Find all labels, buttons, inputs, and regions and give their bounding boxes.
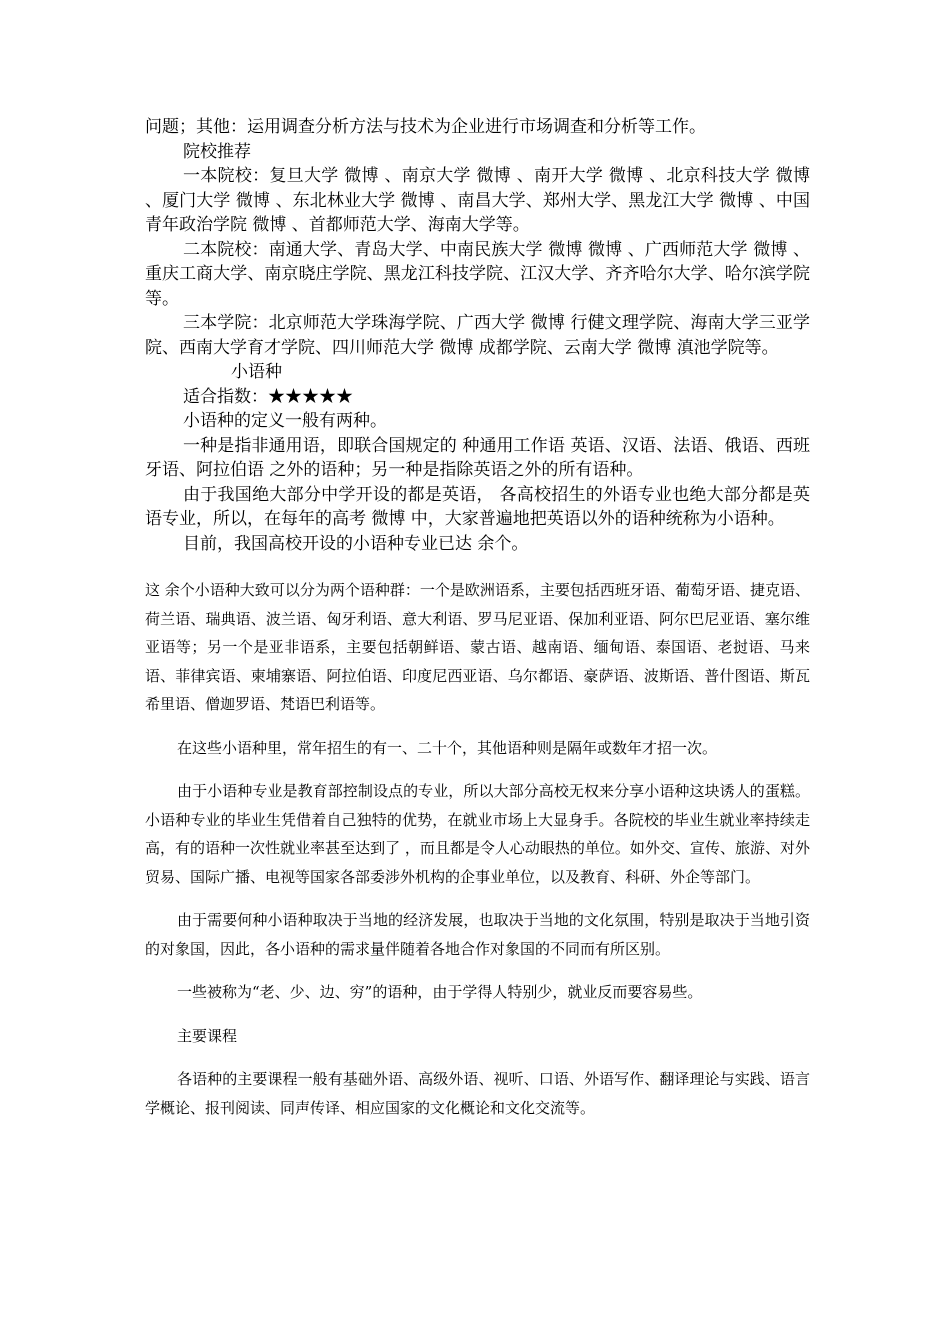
tier1-paragraph: 一本院校：复旦大学 微博 、南京大学 微博 、南开大学 微博 、北京科技大学 微博 、厦门大学 微博 、东北林业大学 微博 、南昌大学、郑州大学、黑龙江大学 微博 、中国青年政治学院 微博 、首都师范大学、海南大学等。: [145, 166, 810, 235]
current-count-paragraph: 目前，我国高校开设的小语种专业已达 余个。: [183, 533, 529, 554]
tier3-paragraph: 三本学院：北京师范大学珠海学院、广西大学 微博 行健文理学院、海南大学三亚学院、西南大学育才学院、四川师范大学 微博 成都学院、云南大学 微博 滇池学院等。: [145, 313, 810, 358]
fit-index: 适合指数：★★★★★: [183, 386, 353, 407]
employment-paragraph: 由于小语种专业是教育部控制设点的专业，所以大部分高校无权来分享小语种这块诱人的蛋糕。小语种专业的毕业生凭借着自己独特的优势，在就业市场上大显身手。各院校的毕业生就业率持续走高，有的语种一次性就业率甚至达到了 ，而且都是令人心动眼热的单位。如外交、宣传、旅游、对外贸易、国际广播、电视等国家各部委涉外机构的企事业单位，以及教育、科研、外企等部门。: [145, 782, 810, 886]
frequency-paragraph: 在这些小语种里，常年招生的有一、二十个，其他语种则是隔年或数年才招一次。: [177, 738, 718, 757]
rare-languages-paragraph: 一些被称为“老、少、边、穷”的语种，由于学得人特别少，就业反而要容易些。: [177, 983, 703, 1001]
section-details: [145, 556, 810, 1122]
language-groups-paragraph: 这 余个小语种大致可以分为两个语种群：一个是欧洲语系，主要包括西班牙语、葡萄牙语、捷克语、荷兰语、瑞典语、波兰语、匈牙利语、意大利语、罗马尼亚语、保加利亚语、阿尔巴尼亚语、塞尔维亚语等；另一个是亚非语系，主要包括朝鲜语、蒙古语、越南语、缅甸语、泰国语、老挝语、马来语、菲律宾语、柬埔寨语、阿拉伯语、印度尼西亚语、乌尔都语、豪萨语、波斯语、普什图语、斯瓦希里语、僧迦罗语、梵语巴利语等。: [145, 581, 810, 713]
section-schools: [145, 0, 810, 360]
document-page: [145, 0, 810, 1122]
demand-paragraph: 由于需要何种小语种取决于当地的经济发展，也取决于当地的文化氛围，特别是取决于当地引资的对象国，因此，各小语种的需求量伴随着各地合作对象国的不同而有所区别。: [145, 911, 810, 958]
tier2-paragraph: 二本院校：南通大学、青岛大学、中南民族大学 微博 微博 、广西师范大学 微博 、重庆工商大学、南京晓庄学院、黑龙江科技学院、江汉大学、齐齐哈尔大学、哈尔滨学院等。: [145, 239, 810, 309]
courses-heading: 主要课程: [177, 1026, 238, 1045]
reason-paragraph: 由于我国绝大部分中学开设的都是英语， 各高校招生的外语专业也绝大部分都是英语专业，所以，在每年的高考 微博 中，大家普遍地把英语以外的语种统称为小语种。: [145, 484, 810, 529]
definition-intro: 小语种的定义一般有两种。: [183, 411, 387, 431]
definition-detail: 一种是指非通用语，即联合国规定的 种通用工作语 英语、汉语、法语、俄语、西班牙语、阿拉伯语 之外的语种；另一种是指除英语之外的所有语种。: [145, 435, 810, 480]
section-minor-languages: [145, 360, 810, 556]
section-title: 小语种: [231, 362, 282, 382]
schools-heading: 院校推荐: [183, 141, 251, 162]
continuation-paragraph: 问题；其他：运用调查分析方法与技术为企业进行市场调查和分析等工作。: [145, 117, 706, 137]
courses-paragraph: 各语种的主要课程一般有基础外语、高级外语、视听、口语、外语写作、翻译理论与实践、语言学概论、报刊阅读、同声传译、相应国家的文化概论和文化交流等。: [145, 1070, 810, 1117]
